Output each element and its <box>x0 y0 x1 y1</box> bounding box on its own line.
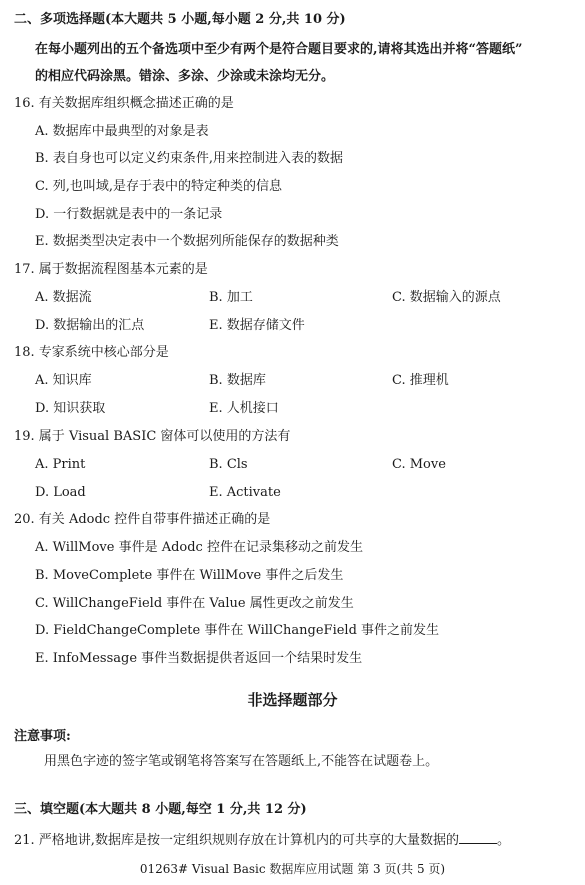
question-19-option-b: B. Cls <box>209 457 248 472</box>
question-19-option-d: D. Load <box>35 485 86 500</box>
question-21 <box>14 831 510 849</box>
question-16-option-d: D. 一行数据就是表中的一条记录 <box>35 207 223 222</box>
question-17-stem: 17. 属于数据流程图基本元素的是 <box>14 262 208 277</box>
question-20-option-a: A. WillMove 事件是 Adodc 控件在记录集移动之前发生 <box>35 540 363 555</box>
question-17-option-a: A. 数据流 <box>35 290 92 305</box>
question-17-option-b: B. 加工 <box>209 290 253 305</box>
notice-text: 用黑色字迹的签字笔或钢笔将答案写在答题纸上,不能答在试题卷上。 <box>44 754 439 769</box>
question-21-end: 。 <box>496 833 510 848</box>
section-heading-fill-in: 三、填空题(本大题共 8 小题,每空 1 分,共 12 分) <box>14 802 307 817</box>
question-17-option-e: E. 数据存储文件 <box>209 318 305 333</box>
answer-blank <box>459 831 497 844</box>
question-16-option-c: C. 列,也叫域,是存于表中的特定种类的信息 <box>35 179 283 194</box>
question-19-option-e: E. Activate <box>209 485 281 500</box>
question-18-option-c: C. 推理机 <box>392 373 449 388</box>
question-16-option-b: B. 表自身也可以定义约束条件,用来控制进入表的数据 <box>35 151 343 166</box>
question-21-text: 21. 严格地讲,数据库是按一定组织规则存放在计算机内的可共享的大量数据的 <box>14 833 459 848</box>
question-18-option-d: D. 知识获取 <box>35 401 106 416</box>
question-20-option-c: C. WillChangeField 事件在 Value 属性更改之前发生 <box>35 596 354 611</box>
question-18-stem: 18. 专家系统中核心部分是 <box>14 345 169 360</box>
section-heading-multiple-choice: 二、多项选择题(本大题共 5 小题,每小题 2 分,共 10 分) <box>14 12 346 27</box>
question-20-option-b: B. MoveComplete 事件在 WillMove 事件之后发生 <box>35 568 344 583</box>
page-footer: 01263# Visual Basic 数据库应用试题 第 3 页(共 5 页) <box>139 862 446 876</box>
question-18-option-a: A. 知识库 <box>35 373 92 388</box>
question-16-option-a: A. 数据库中最典型的对象是表 <box>35 124 209 139</box>
question-18-option-e: E. 人机接口 <box>209 401 279 416</box>
question-18-option-b: B. 数据库 <box>209 373 266 388</box>
question-20-option-d: D. FieldChangeComplete 事件在 WillChangeField 事件之前发生 <box>35 623 440 638</box>
notice-label: 注意事项: <box>14 729 71 744</box>
question-20-stem: 20. 有关 Adodc 控件自带事件描述正确的是 <box>14 512 271 527</box>
question-17-option-d: D. 数据输出的汇点 <box>35 318 145 333</box>
question-19-stem: 19. 属于 Visual BASIC 窗体可以使用的方法有 <box>14 429 291 444</box>
question-19-option-a: A. Print <box>35 457 86 472</box>
question-16-stem: 16. 有关数据库组织概念描述正确的是 <box>14 96 234 111</box>
question-19-option-c: C. Move <box>392 457 446 472</box>
question-17-option-c: C. 数据输入的源点 <box>392 290 501 305</box>
question-20-option-e: E. InfoMessage 事件当数据提供者返回一个结果时发生 <box>35 651 363 666</box>
part-title-non-choice: 非选择题部分 <box>247 691 338 709</box>
question-16-option-e: E. 数据类型决定表中一个数据列所能保存的数据种类 <box>35 234 339 249</box>
section-instructions-line1: 在每小题列出的五个备选项中至少有两个是符合题目要求的,请将其选出并将“答题纸” <box>35 42 523 57</box>
section-instructions-line2: 的相应代码涂黑。错涂、多涂、少涂或未涂均无分。 <box>35 69 335 84</box>
